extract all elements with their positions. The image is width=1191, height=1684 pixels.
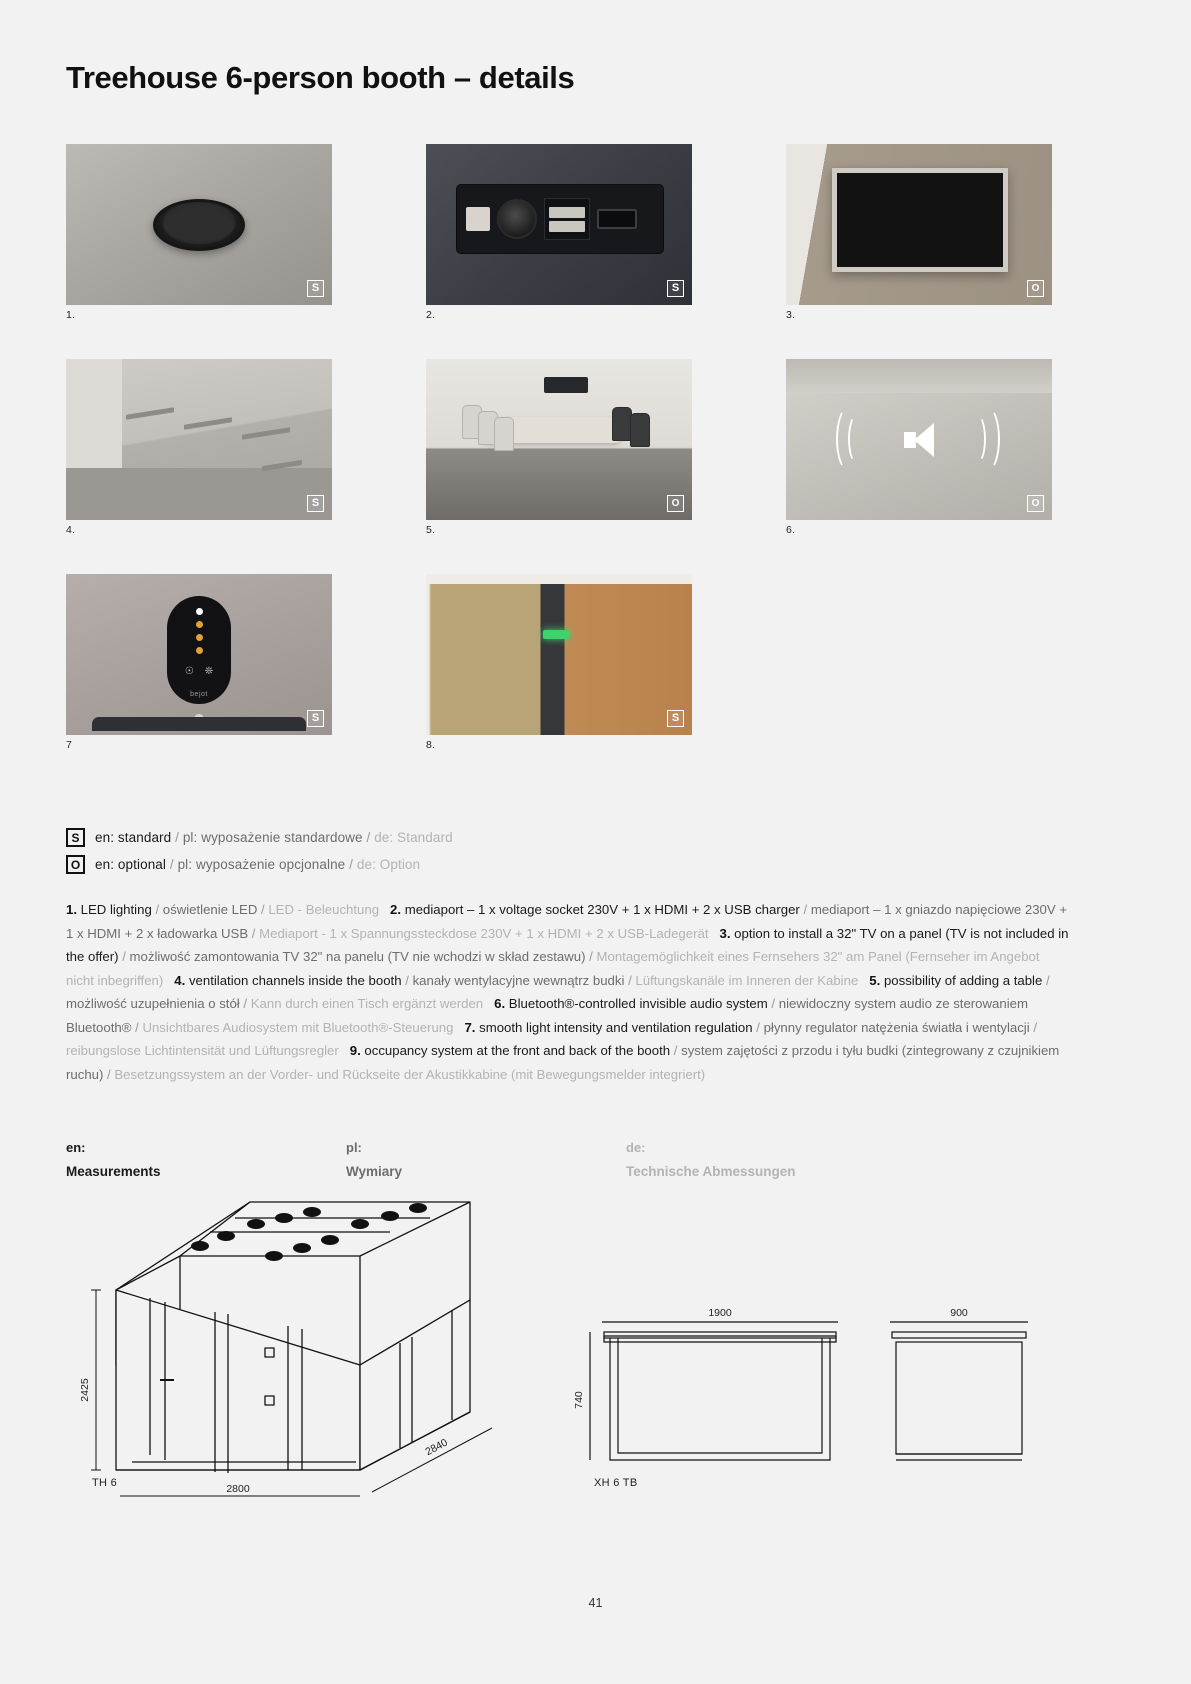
lang-label-pl: pl: xyxy=(346,1140,362,1155)
light-icon: ☉ xyxy=(184,666,194,677)
feature-number: 4. xyxy=(174,972,189,988)
photo-item-8[interactable] xyxy=(426,574,692,751)
fan-icon: ❊ xyxy=(204,666,214,677)
text-separator: / xyxy=(257,902,269,917)
power-dot-icon xyxy=(196,608,203,615)
table-depth-dimension: 900 xyxy=(950,1307,968,1319)
photo-row-2 xyxy=(66,359,1126,536)
measurements-title-pl: Wymiary xyxy=(346,1164,403,1179)
text-separator: / xyxy=(131,1019,143,1035)
feature-text-pl: płynny regulator natężenia światła i wentylacji xyxy=(763,1019,1030,1035)
photo-row-3 xyxy=(66,574,1126,751)
photo-item-3[interactable] xyxy=(786,144,1052,321)
photo-item-5[interactable] xyxy=(426,359,692,536)
text-separator: / xyxy=(624,972,636,988)
badge-optional: O xyxy=(1027,280,1044,297)
page-title: Treehouse 6-person booth – details xyxy=(66,60,575,95)
photo-caption: 1. xyxy=(66,309,76,321)
table-drawing xyxy=(573,1280,1050,1550)
text-separator: / xyxy=(401,972,413,988)
text-separator: / xyxy=(752,1019,764,1035)
vent-slot-icon xyxy=(184,417,232,430)
feature-number: 1. xyxy=(66,902,81,917)
legend-de: de: Standard xyxy=(374,830,453,845)
measurements-title-de: Technische Abmessungen xyxy=(626,1164,796,1179)
badge-standard: S xyxy=(307,495,324,512)
photo-item-2[interactable] xyxy=(426,144,692,321)
legend-standard-text: en: standard / pl: wyposażenie standardowe / de: Standard xyxy=(95,830,453,845)
feature-text-de: Besetzungssystem an der Vorder- und Rückseite der Akustikkabine (mit Bewegungsmelder integriert) xyxy=(114,1066,706,1082)
photo-caption: 5. xyxy=(426,524,436,536)
tv-screen-icon xyxy=(832,168,1008,272)
speaker-icon xyxy=(904,423,934,457)
photo-occupancy[interactable] xyxy=(426,574,692,735)
photo-control-panel[interactable] xyxy=(66,574,332,735)
legend-pl: pl: wyposażenie opcjonalne xyxy=(177,857,346,872)
usb-module-icon xyxy=(544,198,590,240)
feature-number: 5. xyxy=(869,972,884,988)
booth-depth-dimension: 2840 xyxy=(423,1436,450,1459)
photo-led-lighting[interactable] xyxy=(66,144,332,305)
top-edge xyxy=(426,574,692,584)
legend-row-optional xyxy=(66,855,453,874)
feature-text-pl: możliwość uzupełnienia o stół xyxy=(66,996,240,1011)
photo-item-4[interactable] xyxy=(66,359,332,536)
photo-item-1[interactable] xyxy=(66,144,332,321)
text-separator: / xyxy=(118,949,130,964)
booth-model-label: TH 6 xyxy=(92,1477,118,1489)
legend-en: en: optional xyxy=(95,857,167,872)
photo-meeting-table[interactable] xyxy=(426,359,692,520)
feature-text-en: Bluetooth®-controlled invisible audio system xyxy=(508,996,768,1011)
photo-caption: 3. xyxy=(786,309,796,321)
measurements-title-en: Measurements xyxy=(66,1164,161,1179)
badge-standard-icon: S xyxy=(66,828,85,847)
measurements-headers xyxy=(66,1140,1066,1179)
text-separator: / xyxy=(239,996,251,1011)
feature-text-de: Kann durch einen Tisch ergänzt werden xyxy=(250,996,484,1011)
legend xyxy=(66,828,453,882)
floor-section xyxy=(66,468,332,520)
text-separator: / xyxy=(799,902,811,917)
booth-height-dimension: 2425 xyxy=(79,1378,91,1402)
feature-text-de: Unsichtbares Audiosystem mit Bluetooth®-Steuerung xyxy=(142,1019,454,1035)
feature-text-pl: niewidoczny system audio ze sterowaniem Bluetooth® xyxy=(66,996,1028,1035)
sound-wave-icon xyxy=(836,407,860,471)
measurements-col-de xyxy=(626,1140,906,1179)
technical-drawings xyxy=(0,1180,1191,1540)
hdmi-port-icon xyxy=(597,209,637,229)
panel-icons xyxy=(185,666,213,677)
photo-tv-panel[interactable] xyxy=(786,144,1052,305)
feature-number: 9. xyxy=(349,1043,365,1058)
feature-text-en: occupancy system at the front and back of the booth xyxy=(364,1043,671,1058)
feature-text-de: Lüftungskanäle im Inneren der Kabine xyxy=(635,972,859,988)
table-height-dimension: 740 xyxy=(573,1391,585,1409)
level-dot-icon xyxy=(196,621,203,628)
led-downlight-icon xyxy=(153,199,245,251)
chair-icon xyxy=(494,417,514,451)
feature-text-en: LED lighting xyxy=(80,902,152,917)
brand-plate-icon xyxy=(466,207,490,231)
feature-text-de: Montagemöglichkeit eines Fernsehers 32" am Panel (Fernseher im Angebot nicht inbegriffen) xyxy=(66,949,1040,988)
feature-text-pl: kanały wentylacyjne wewnątrz budki xyxy=(412,972,625,988)
text-separator: / xyxy=(1042,972,1050,988)
feature-text-en: ventilation channels inside the booth xyxy=(188,972,402,988)
feature-text-en: option to install a 32" TV on a panel (TV is not included in the offer) xyxy=(66,925,1069,964)
legend-row-standard xyxy=(66,828,453,847)
photo-row-1 xyxy=(66,144,1126,321)
feature-text-en: mediaport – 1 x voltage socket 230V + 1 x HDMI + 2 x USB charger xyxy=(404,902,800,917)
chair-icon xyxy=(612,407,632,441)
photo-audio-system[interactable] xyxy=(786,359,1052,520)
photo-caption: 8. xyxy=(426,739,436,751)
legend-pl: pl: wyposażenie standardowe xyxy=(182,830,363,845)
feature-text-pl: system zajętości z przodu i tyłu budki (zintegrowany z czujnikiem ruchu) xyxy=(66,1043,1060,1082)
mediaport-on-table-icon xyxy=(544,377,588,393)
photo-mediaport[interactable] xyxy=(426,144,692,305)
power-socket-icon xyxy=(497,199,537,239)
feature-text-pl: oświetlenie LED xyxy=(162,902,258,917)
feature-number: 3. xyxy=(719,925,735,941)
shelf-edge xyxy=(92,717,306,731)
photo-caption: 4. xyxy=(66,524,76,536)
feature-text-pl: możliwość zamontowania TV 32" na panelu (TV nie wchodzi w skład zestawu) xyxy=(129,949,586,964)
mediaport-module xyxy=(456,184,664,254)
page-number: 41 xyxy=(588,1596,603,1610)
legend-de: de: Option xyxy=(356,857,421,872)
chair-icon xyxy=(630,413,650,447)
brand-label: bejot xyxy=(190,691,208,698)
badge-standard: S xyxy=(307,710,324,727)
text-separator: / xyxy=(670,1043,682,1058)
feature-text-de: reibungslose Lichtintensität und Lüftungsregler xyxy=(66,1043,339,1058)
photo-caption: 6. xyxy=(786,524,796,536)
feature-number: 7. xyxy=(464,1019,480,1035)
feature-text-en: smooth light intensity and ventilation regulation xyxy=(479,1019,753,1035)
table-length-dimension: 1900 xyxy=(708,1307,732,1319)
badge-optional-icon: O xyxy=(66,855,85,874)
photo-item-7[interactable] xyxy=(66,574,332,751)
feature-number: 6. xyxy=(494,996,509,1011)
occupancy-led-icon xyxy=(543,630,569,639)
feature-number: 2. xyxy=(390,902,405,917)
vent-slot-icon xyxy=(242,427,290,440)
lang-label-de: de: xyxy=(626,1140,646,1155)
text-separator: / xyxy=(103,1066,115,1082)
feature-text-de: Mediaport - 1 x Spannungssteckdose 230V + 1 x HDMI + 2 x USB-Ladegerät xyxy=(259,925,709,941)
badge-standard: S xyxy=(667,280,684,297)
feature-text-de: LED - Beleuchtung xyxy=(268,902,380,917)
sound-wave-icon xyxy=(976,407,1000,471)
legend-optional-text: en: optional / pl: wyposażenie opcjonalne / de: Option xyxy=(95,857,421,872)
ceiling-section xyxy=(786,359,1052,393)
control-panel-device xyxy=(167,596,231,704)
level-dot-icon xyxy=(196,647,203,654)
vent-slot-icon xyxy=(126,407,174,420)
legend-en: en: standard xyxy=(95,830,172,845)
feature-text-pl: mediaport – 1 x gniazdo napięciowe 230V + 1 x HDMI + 2 x ładowarka USB xyxy=(66,902,1068,941)
text-separator: / xyxy=(1029,1019,1037,1035)
feature-description xyxy=(66,898,1071,1086)
booth-width-dimension: 2800 xyxy=(226,1483,250,1495)
measurements-col-en xyxy=(66,1140,346,1179)
photo-item-6[interactable] xyxy=(786,359,1052,536)
badge-optional: O xyxy=(667,495,684,512)
booth-drawing xyxy=(60,1180,580,1510)
lang-label-en: en: xyxy=(66,1140,86,1155)
photo-caption: 2. xyxy=(426,309,436,321)
level-dot-icon xyxy=(196,634,203,641)
measurements-col-pl xyxy=(346,1140,626,1179)
badge-optional: O xyxy=(1027,495,1044,512)
photo-caption: 7 xyxy=(66,739,73,751)
photo-ventilation[interactable] xyxy=(66,359,332,520)
table-model-label: XH 6 TB xyxy=(594,1477,638,1489)
text-separator: / xyxy=(767,996,779,1011)
photo-item-empty xyxy=(786,574,1052,751)
feature-text-en: possibility of adding a table xyxy=(883,972,1043,988)
badge-standard: S xyxy=(667,710,684,727)
text-separator: / xyxy=(248,925,260,941)
text-separator: / xyxy=(151,902,163,917)
badge-standard: S xyxy=(307,280,324,297)
text-separator: / xyxy=(585,949,597,964)
photo-grid xyxy=(66,144,1126,789)
